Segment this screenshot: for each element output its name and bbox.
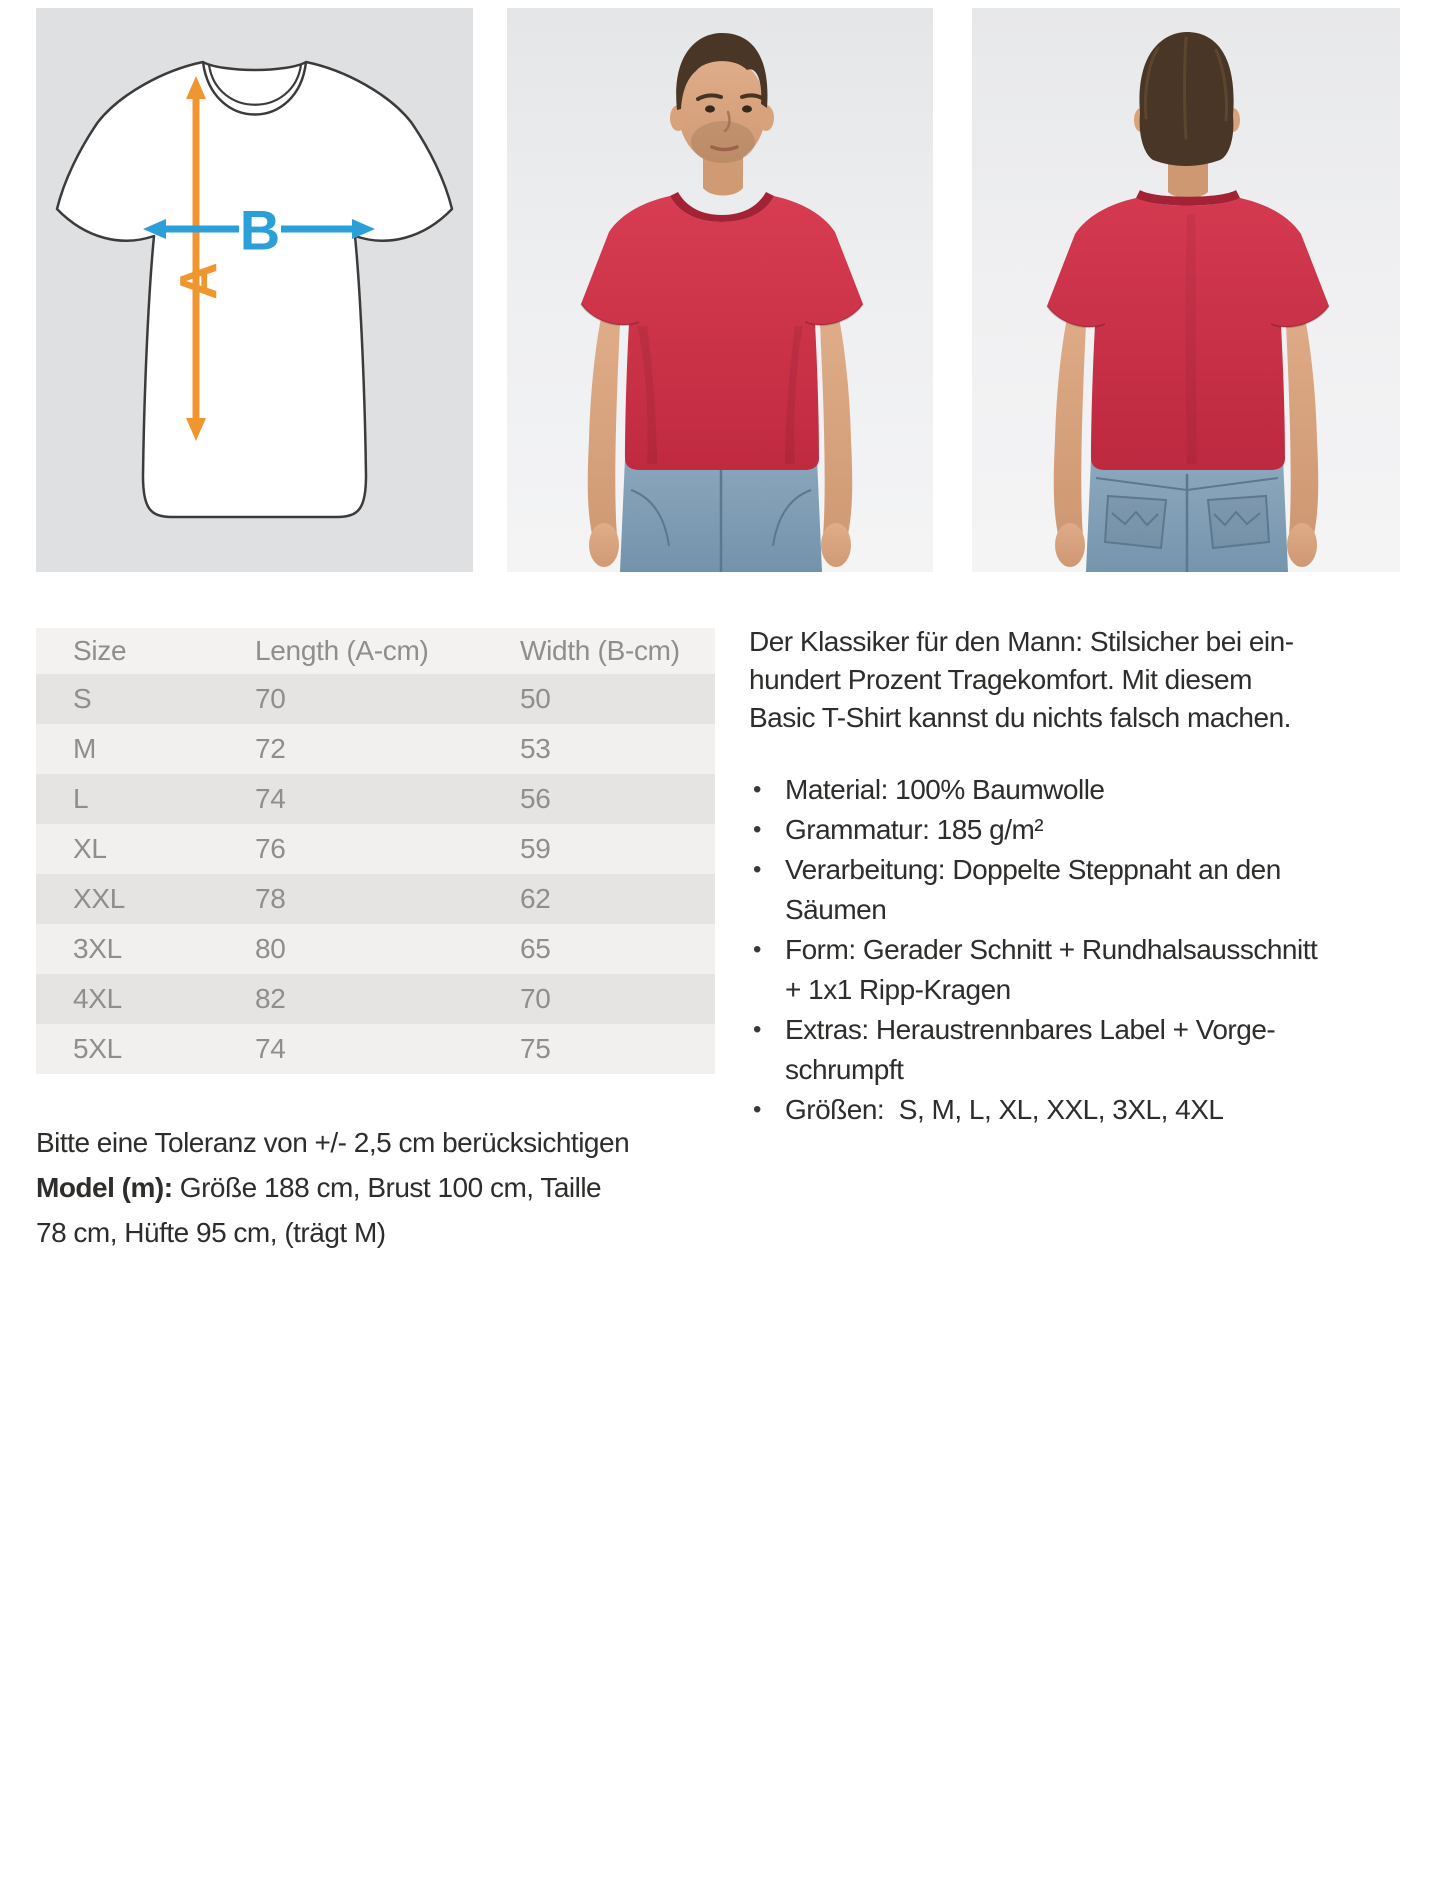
left-back-pocket — [1105, 496, 1166, 548]
bullet-dot-icon: • — [753, 856, 761, 883]
table-cell: 65 — [520, 933, 551, 964]
model-note — [36, 1165, 629, 1210]
tshirt-outline — [57, 62, 452, 517]
product-description — [749, 623, 1439, 1125]
table-row — [36, 674, 715, 724]
table-cell: 74 — [255, 1033, 286, 1064]
table-cell: 78 — [255, 883, 286, 914]
model-back-illustration — [972, 8, 1400, 572]
intro-line: hundert Prozent Tragekomfort. Mit diesem — [749, 664, 1252, 695]
table-row — [36, 1024, 715, 1074]
bullet-item — [749, 770, 1317, 810]
bullet-dot-icon: • — [753, 936, 761, 963]
table-cell: S — [73, 683, 92, 714]
right-ear — [758, 105, 774, 131]
table-cell: 5XL — [73, 1033, 122, 1064]
bullet-dot-icon: • — [753, 776, 761, 803]
bullet-item — [749, 1010, 1317, 1090]
left-hand — [1055, 523, 1085, 567]
table-cell: 72 — [255, 733, 286, 764]
model-front-illustration — [507, 8, 933, 572]
bullet-line: Säumen — [785, 894, 887, 925]
table-cell: XL — [73, 833, 107, 864]
table-row — [36, 824, 715, 874]
column-header-size: Size — [73, 635, 127, 666]
table-cell: 3XL — [73, 933, 122, 964]
model-back-photo — [972, 8, 1400, 572]
bullet-dot-icon: • — [753, 1096, 761, 1123]
table-cell: 62 — [520, 883, 551, 914]
beard-stubble — [691, 121, 755, 163]
model-front-photo — [507, 8, 933, 572]
right-hand — [1287, 523, 1317, 567]
bullet-dot-icon: • — [753, 816, 761, 843]
tshirt-measurement-diagram — [36, 8, 473, 572]
table-row — [36, 774, 715, 824]
model-note-line2: 78 cm, Hüfte 95 cm, (trägt M) — [36, 1217, 386, 1248]
bullet-item — [749, 930, 1317, 1010]
table-row — [36, 924, 715, 974]
left-hand — [589, 523, 619, 567]
column-header-width: Width (B-cm) — [520, 635, 680, 666]
bullet-dot-icon: • — [753, 1016, 761, 1043]
description-intro — [749, 623, 1439, 737]
eye-right — [742, 105, 752, 112]
model-note-label: Model (m): — [36, 1172, 173, 1203]
tolerance-note: Bitte eine Toleranz von +/- 2,5 cm berücksichtigen — [36, 1127, 630, 1158]
bullet-line: schrumpft — [785, 1054, 904, 1085]
measure-a-label: A — [170, 262, 228, 300]
bullet-line: Größen: S, M, L, XL, XXL, 3XL, 4XL — [785, 1094, 1224, 1125]
table-cell: 75 — [520, 1033, 551, 1064]
size-table — [36, 628, 715, 1074]
bullet-line: Form: Gerader Schnitt + Rundhalsausschnitt — [785, 934, 1318, 965]
bullet-item — [749, 810, 1317, 850]
table-row — [36, 874, 715, 924]
bullet-line: Verarbeitung: Doppelte Steppnaht an den — [785, 854, 1281, 885]
bullet-item — [749, 1090, 1317, 1130]
bullet-item — [749, 850, 1317, 930]
intro-line: Der Klassiker für den Mann: Stilsicher bei ein- — [749, 626, 1294, 657]
table-cell: 70 — [255, 683, 286, 714]
bullet-line: Material: 100% Baumwolle — [785, 774, 1105, 805]
table-cell: XXL — [73, 883, 126, 914]
table-row — [36, 724, 715, 774]
table-cell: 59 — [520, 833, 551, 864]
table-cell: 82 — [255, 983, 286, 1014]
description-bullets — [749, 770, 1317, 1130]
bullet-line: Extras: Heraustrennbares Label + Vorge- — [785, 1014, 1276, 1045]
table-cell: M — [73, 733, 97, 764]
size-table-header — [36, 628, 715, 674]
eye-left — [705, 105, 715, 112]
measure-b-label: B — [239, 198, 281, 262]
table-cell: 50 — [520, 683, 551, 714]
table-cell: 56 — [520, 783, 551, 814]
table-cell: L — [73, 783, 89, 814]
table-cell: 80 — [255, 933, 286, 964]
table-cell: 53 — [520, 733, 551, 764]
size-table-rows — [36, 674, 715, 1074]
bullet-line: + 1x1 Ripp-Kragen — [785, 974, 1011, 1005]
model-note-rest: Größe 188 cm, Brust 100 cm, Taille — [172, 1172, 602, 1203]
table-cell: 70 — [520, 983, 551, 1014]
table-cell: 4XL — [73, 983, 122, 1014]
tshirt-back-shadow — [1186, 214, 1198, 464]
right-back-pocket — [1208, 496, 1269, 548]
column-header-length: Length (A-cm) — [255, 635, 429, 666]
right-hand — [821, 523, 851, 567]
table-cell: 76 — [255, 833, 286, 864]
measurement-notes — [36, 1120, 629, 1255]
intro-line: Basic T-Shirt kannst du nichts falsch machen. — [749, 702, 1291, 733]
bullet-line: Grammatur: 185 g/m² — [785, 814, 1044, 845]
size-diagram-panel — [36, 8, 473, 572]
table-row — [36, 974, 715, 1024]
table-cell: 74 — [255, 783, 286, 814]
